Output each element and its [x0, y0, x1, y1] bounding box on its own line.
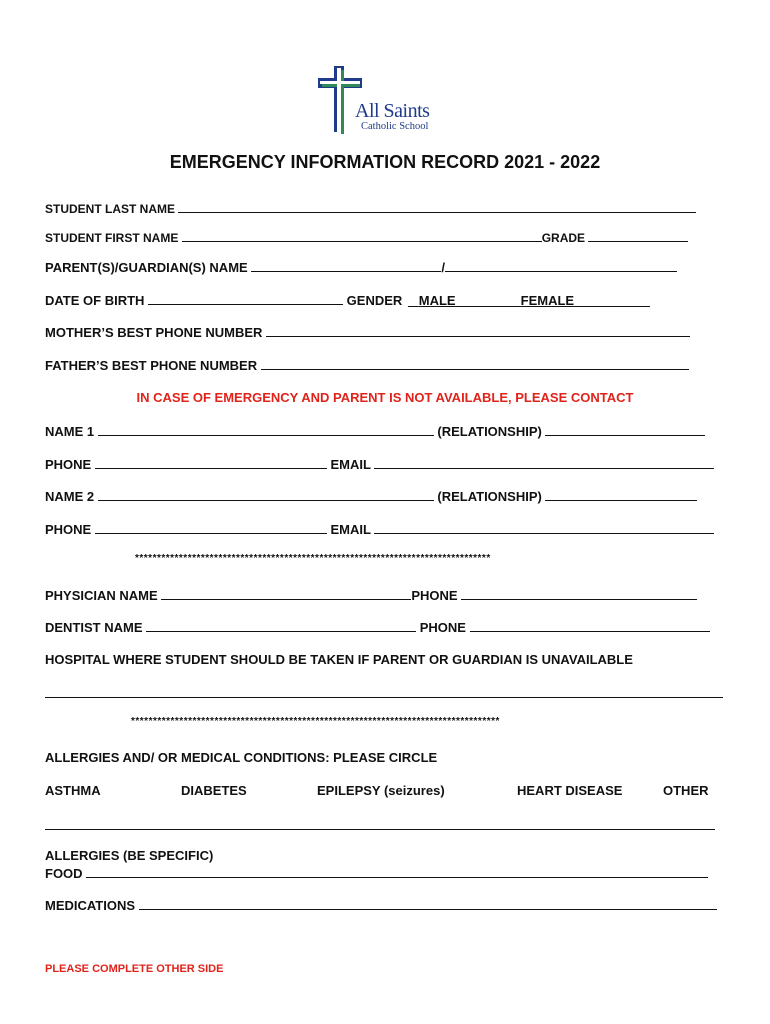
- phone2-label: PHONE: [45, 522, 92, 537]
- mother-phone-field[interactable]: [266, 324, 690, 337]
- contact2-phone-row: [45, 521, 714, 537]
- parent-guardian-field-1[interactable]: [251, 259, 441, 272]
- physician-phone-label: PHONE: [411, 588, 458, 603]
- name1-label: NAME 1: [45, 424, 95, 439]
- complete-other-side-note: PLEASE COMPLETE OTHER SIDE: [45, 963, 224, 975]
- email2-label: EMAIL: [330, 522, 371, 537]
- name1-field[interactable]: [98, 423, 434, 436]
- hospital-field[interactable]: [45, 697, 723, 698]
- father-phone-row: [45, 357, 689, 373]
- father-phone-field[interactable]: [261, 357, 689, 370]
- physician-label: PHYSICIAN NAME: [45, 588, 158, 603]
- student-first-name-label: STUDENT FIRST NAME: [45, 231, 179, 245]
- dentist-row: [45, 619, 710, 635]
- phone2-field[interactable]: [95, 521, 327, 534]
- contact1-name-row: [45, 423, 705, 439]
- gender-female-option[interactable]: FEMALE: [520, 293, 575, 308]
- email1-field[interactable]: [374, 456, 714, 469]
- physician-field[interactable]: [161, 587, 411, 600]
- condition-other[interactable]: OTHER: [663, 783, 709, 798]
- student-first-name-row: [45, 229, 688, 245]
- slash-separator: /: [441, 260, 445, 275]
- mother-phone-row: [45, 324, 690, 340]
- physician-row: [45, 587, 697, 603]
- name2-field[interactable]: [98, 488, 434, 501]
- dob-gender-row: [45, 292, 650, 308]
- student-last-name-field[interactable]: [178, 200, 696, 213]
- grade-label: GRADE: [541, 231, 586, 245]
- page-title: EMERGENCY INFORMATION RECORD 2021 - 2022: [169, 152, 601, 172]
- dob-label: DATE OF BIRTH: [45, 293, 145, 308]
- condition-asthma[interactable]: ASTHMA: [45, 783, 101, 798]
- student-last-name-row: [45, 200, 696, 216]
- phone1-label: PHONE: [45, 457, 92, 472]
- dob-field[interactable]: [148, 292, 343, 305]
- dentist-phone-field[interactable]: [470, 619, 710, 632]
- food-row: [45, 865, 708, 881]
- medications-row: [45, 897, 717, 913]
- physician-phone-field[interactable]: [461, 587, 697, 600]
- parent-guardian-field-2[interactable]: [445, 259, 677, 272]
- father-phone-label: FATHER’S BEST PHONE NUMBER: [45, 358, 258, 373]
- parent-guardian-row: [45, 259, 677, 275]
- conditions-other-field[interactable]: [45, 829, 715, 830]
- food-field[interactable]: [86, 865, 708, 878]
- contact2-name-row: [45, 488, 697, 504]
- logo-school-subtitle: Catholic School: [361, 121, 429, 132]
- dentist-phone-label: PHONE: [419, 620, 466, 635]
- name2-label: NAME 2: [45, 489, 95, 504]
- allergies-circle-label: ALLERGIES AND/ OR MEDICAL CONDITIONS: PLEASE CIRCLE: [45, 750, 438, 765]
- grade-field[interactable]: [588, 229, 688, 242]
- condition-diabetes[interactable]: DIABETES: [181, 783, 247, 798]
- condition-heart-disease[interactable]: HEART DISEASE: [517, 783, 623, 798]
- hospital-label: HOSPITAL WHERE STUDENT SHOULD BE TAKEN IF PARENT OR GUARDIAN IS UNAVAILABLE: [45, 652, 633, 667]
- gender-label: GENDER: [346, 293, 403, 308]
- mother-phone-label: MOTHER’S BEST PHONE NUMBER: [45, 325, 263, 340]
- section-divider-stars-2: ************************************************************************************: [131, 716, 500, 727]
- gender-male-option[interactable]: MALE: [418, 293, 456, 308]
- allergies-specific-label: ALLERGIES (BE SPECIFIC): [45, 848, 214, 863]
- relationship2-field[interactable]: [545, 488, 697, 501]
- logo-school-name: All Saints: [355, 100, 430, 122]
- emergency-notice: IN CASE OF EMERGENCY AND PARENT IS NOT AVAILABLE, PLEASE CONTACT: [136, 390, 634, 405]
- student-last-name-label: STUDENT LAST NAME: [45, 202, 175, 216]
- condition-epilepsy[interactable]: EPILEPSY (seizures): [317, 783, 445, 798]
- gender-options: [408, 293, 650, 308]
- dentist-label: DENTIST NAME: [45, 620, 143, 635]
- phone1-field[interactable]: [95, 456, 327, 469]
- relationship1-label: (RELATIONSHIP): [437, 424, 542, 439]
- email2-field[interactable]: [374, 521, 714, 534]
- section-divider-stars: *********************************************************************************: [135, 553, 491, 564]
- food-label: FOOD: [45, 866, 83, 881]
- medications-field[interactable]: [139, 897, 717, 910]
- contact1-phone-row: [45, 456, 714, 472]
- dentist-field[interactable]: [146, 619, 416, 632]
- relationship2-label: (RELATIONSHIP): [437, 489, 542, 504]
- email1-label: EMAIL: [330, 457, 371, 472]
- student-first-name-field[interactable]: [182, 229, 542, 242]
- medications-label: MEDICATIONS: [45, 898, 136, 913]
- parent-guardian-label: PARENT(S)/GUARDIAN(S) NAME: [45, 260, 248, 275]
- relationship1-field[interactable]: [545, 423, 705, 436]
